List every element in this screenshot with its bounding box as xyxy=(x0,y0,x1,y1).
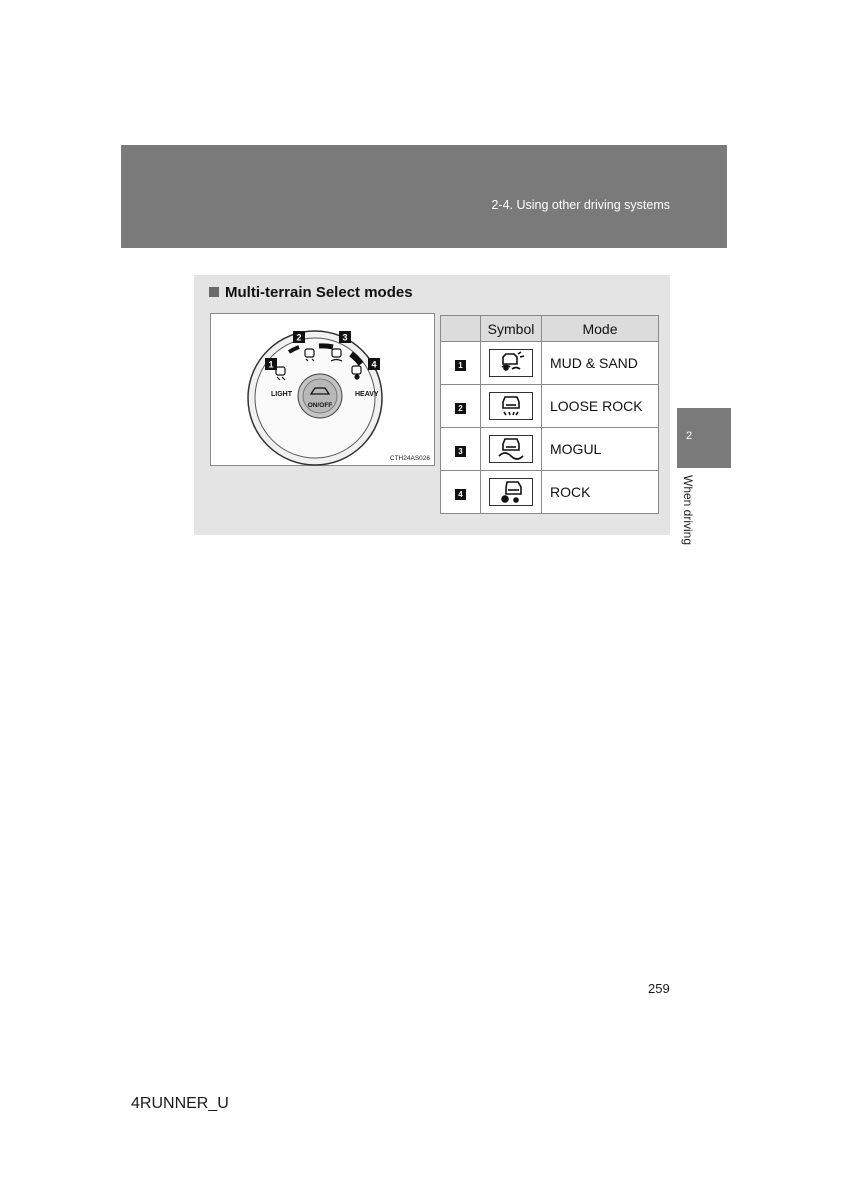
mode-name: LOOSE ROCK xyxy=(542,385,659,428)
callout-4 xyxy=(368,358,380,370)
svg-text:2: 2 xyxy=(296,332,302,343)
panel-heading xyxy=(209,284,413,301)
callout-1 xyxy=(265,358,277,370)
onoff-label: ON/OFF xyxy=(307,402,333,409)
figure-code: CTH24AS026 xyxy=(389,455,430,462)
dial-figure xyxy=(210,313,435,466)
table-header-row xyxy=(441,316,659,342)
square-bullet-icon xyxy=(209,287,219,297)
mode-name: MOGUL xyxy=(542,428,659,471)
mode-name: ROCK xyxy=(542,471,659,514)
footer-model: 4RUNNER_U xyxy=(131,1095,229,1112)
chapter-label: When driving xyxy=(681,475,695,546)
loose-rock-icon xyxy=(489,392,533,420)
terrain-dial-illustration xyxy=(211,314,436,467)
svg-text:4: 4 xyxy=(371,359,377,370)
chapter-tab[interactable] xyxy=(677,408,731,468)
svg-text:1: 1 xyxy=(268,359,274,370)
chapter-number: 2 xyxy=(686,430,693,442)
row-number-badge: 1 xyxy=(455,360,466,371)
row-number-badge: 4 xyxy=(455,489,466,500)
header-blank xyxy=(441,316,481,342)
page-number: 259 xyxy=(648,981,670,996)
modes-table xyxy=(440,315,659,514)
callout-2 xyxy=(293,331,305,343)
row-number-badge: 3 xyxy=(455,446,466,457)
section-title: 2-4. Using other driving systems xyxy=(491,198,670,212)
header-symbol: Symbol xyxy=(481,316,542,342)
mogul-icon xyxy=(489,435,533,463)
dial-heavy-label: HEAVY xyxy=(355,391,379,398)
panel-heading-text: Multi-terrain Select modes xyxy=(225,284,413,301)
header-band xyxy=(121,145,727,248)
mode-name: MUD & SAND xyxy=(542,342,659,385)
callout-3 xyxy=(339,331,351,343)
header-mode: Mode xyxy=(542,316,659,342)
table-row xyxy=(441,471,659,514)
multi-terrain-panel xyxy=(194,275,670,535)
svg-text:3: 3 xyxy=(342,332,348,343)
table-row xyxy=(441,342,659,385)
table-row xyxy=(441,428,659,471)
mud-sand-icon xyxy=(489,349,533,377)
row-number-badge: 2 xyxy=(455,403,466,414)
table-row xyxy=(441,385,659,428)
dial-light-label: LIGHT xyxy=(271,391,292,398)
rock-icon xyxy=(489,478,533,506)
